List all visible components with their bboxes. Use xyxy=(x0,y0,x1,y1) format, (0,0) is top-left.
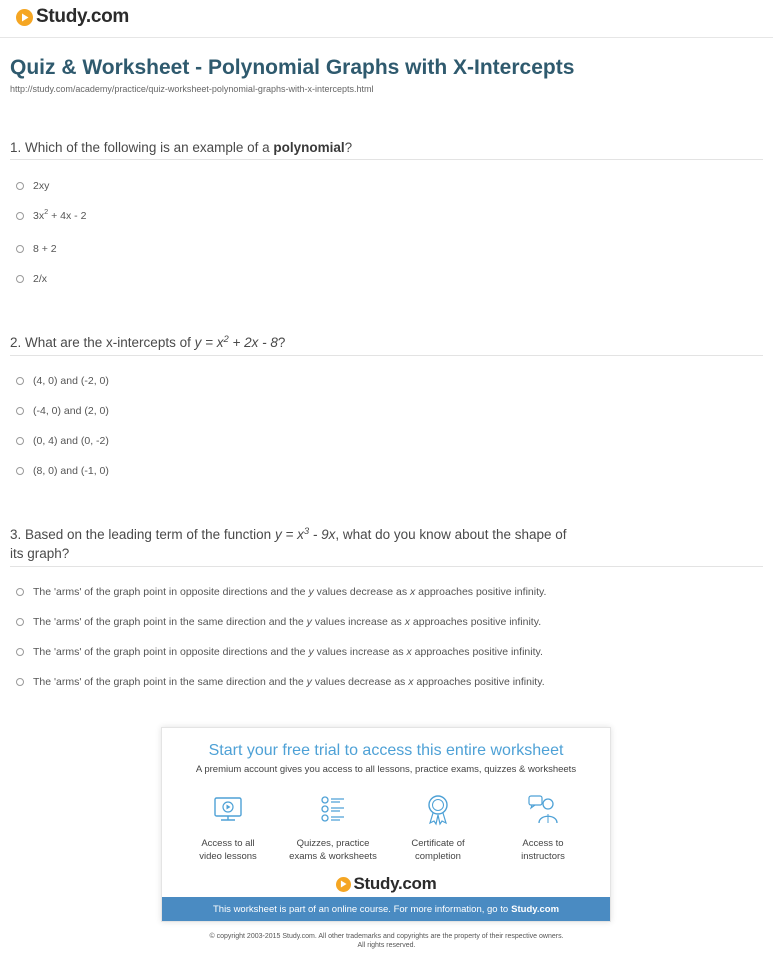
question-3-text: , what do you know about the shape of xyxy=(335,527,567,542)
option-label-part: The 'arms' of the graph point in opposite directions and the xyxy=(33,646,309,658)
q3-option-a[interactable] xyxy=(16,586,546,598)
copyright-notice xyxy=(0,932,773,950)
option-label-part: values increase as xyxy=(313,646,407,658)
option-label-part: The 'arms' of the graph point in opposite directions and the xyxy=(33,586,309,598)
promo-study-logo[interactable] xyxy=(162,874,610,894)
radio-button[interactable] xyxy=(16,212,24,220)
q2-option-c[interactable] xyxy=(16,435,109,447)
question-1-keyword: polynomial xyxy=(273,140,345,155)
feature-label-line: Quizzes, practice xyxy=(296,838,370,849)
equation-exponent: 3 xyxy=(303,526,310,537)
q1-option-d[interactable] xyxy=(16,273,47,285)
question-1-suffix: ? xyxy=(344,140,353,155)
option-label: 2/x xyxy=(33,273,48,285)
option-label: (4, 0) and (-2, 0) xyxy=(33,375,109,387)
option-label-part: + 4x - 2 xyxy=(48,210,87,222)
logo-text: Study.com xyxy=(353,874,437,893)
option-label-part: values decrease as xyxy=(311,676,409,688)
premium-promo-box xyxy=(161,727,611,922)
promo-headline[interactable]: Start your free trial to access this entire worksheet xyxy=(208,742,564,759)
feature-label-line: video lessons xyxy=(199,851,257,862)
option-label xyxy=(33,616,541,628)
study-link[interactable]: Study.com xyxy=(511,903,560,915)
header-divider xyxy=(0,37,773,38)
option-exponent: 2 xyxy=(44,207,49,216)
radio-button[interactable] xyxy=(16,678,24,686)
equation-part: y = x xyxy=(194,335,224,350)
question-1-divider xyxy=(10,159,763,160)
option-label-part: approaches positive infinity. xyxy=(413,676,545,688)
equation-part: + 2x - 8 xyxy=(228,335,278,350)
option-label-part: values increase as xyxy=(311,616,405,628)
radio-button[interactable] xyxy=(16,618,24,626)
quiz-list-icon xyxy=(316,792,350,826)
option-label: 2xy xyxy=(33,180,50,192)
instructor-icon xyxy=(526,792,560,826)
q1-option-a[interactable] xyxy=(16,180,49,192)
variable-x: x xyxy=(406,646,412,658)
feature-label xyxy=(178,837,278,863)
page-url: http://study.com/academy/practice/quiz-worksheet-polynomial-graphs-with-x-intercepts.html xyxy=(10,84,374,94)
play-icon xyxy=(16,9,33,26)
variable-x: x xyxy=(408,676,414,688)
feature-label xyxy=(493,837,593,863)
option-label xyxy=(33,207,87,222)
question-1 xyxy=(10,138,352,157)
q3-option-b[interactable] xyxy=(16,616,541,628)
question-1-text: 1. Which of the following is an example of a xyxy=(10,140,274,155)
video-lesson-icon xyxy=(211,792,245,826)
question-3 xyxy=(10,525,567,563)
option-label-part: The 'arms' of the graph point in the same direction and the xyxy=(33,676,307,688)
option-label-part: approaches positive infinity. xyxy=(411,646,543,658)
radio-button[interactable] xyxy=(16,407,24,415)
radio-button[interactable] xyxy=(16,648,24,656)
feature-label-line: Access to all xyxy=(201,838,255,849)
feature-quizzes xyxy=(283,792,383,863)
feature-video-lessons xyxy=(178,792,278,863)
variable-y: y xyxy=(306,676,312,688)
variable-x: x xyxy=(410,586,416,598)
certificate-icon xyxy=(421,792,455,826)
option-label-part: approaches positive infinity. xyxy=(415,586,547,598)
copyright-line: © copyright 2003-2015 Study.com. All other trademarks and copyrights are the property of their respective owners. xyxy=(209,933,564,940)
feature-label-line: instructors xyxy=(521,851,565,862)
page-title: Quiz & Worksheet - Polynomial Graphs with X-Intercepts xyxy=(10,56,575,79)
option-label xyxy=(33,676,545,688)
feature-instructors xyxy=(493,792,593,863)
radio-button[interactable] xyxy=(16,588,24,596)
variable-y: y xyxy=(306,616,312,628)
option-label: (-4, 0) and (2, 0) xyxy=(33,405,109,417)
play-icon xyxy=(336,877,351,892)
option-label: 8 + 2 xyxy=(33,243,57,255)
question-2-text: 2. What are the x-intercepts of xyxy=(10,335,195,350)
question-3-text: 3. Based on the leading term of the function xyxy=(10,527,275,542)
logo-text: Study.com xyxy=(36,6,130,27)
q3-option-d[interactable] xyxy=(16,676,545,688)
copyright-line: All rights reserved. xyxy=(357,942,416,949)
radio-button[interactable] xyxy=(16,437,24,445)
equation-exponent: 2 xyxy=(223,334,229,345)
option-label-part: approaches positive infinity. xyxy=(409,616,542,628)
option-label xyxy=(33,586,546,598)
radio-button[interactable] xyxy=(16,182,24,190)
radio-button[interactable] xyxy=(16,275,24,283)
option-label-part: The 'arms' of the graph point in the same direction and the xyxy=(33,616,307,628)
option-label-part: 3x xyxy=(33,210,45,222)
radio-button[interactable] xyxy=(16,467,24,475)
question-2 xyxy=(10,333,285,352)
variable-y: y xyxy=(308,646,314,658)
feature-label xyxy=(283,837,383,863)
feature-label-line: exams & worksheets xyxy=(289,851,377,862)
variable-y: y xyxy=(308,586,314,598)
q2-option-d[interactable] xyxy=(16,465,109,477)
equation-part: y = x xyxy=(274,527,304,542)
feature-label-line: completion xyxy=(415,851,461,862)
q1-option-b[interactable] xyxy=(16,207,87,222)
question-2-suffix: ? xyxy=(277,335,286,350)
feature-certificate xyxy=(388,792,488,863)
promo-subline: A premium account gives you access to all lessons, practice exams, quizzes & worksheets xyxy=(195,764,577,775)
q2-option-a[interactable] xyxy=(16,375,109,387)
q1-option-c[interactable] xyxy=(16,243,57,255)
question-2-divider xyxy=(10,355,763,356)
option-label-part: values decrease as xyxy=(313,586,410,598)
option-label xyxy=(33,646,543,658)
equation-part: - 9x xyxy=(309,527,336,542)
study-logo[interactable] xyxy=(16,6,129,28)
option-label: (8, 0) and (-1, 0) xyxy=(33,465,109,477)
promo-bar-text: This worksheet is part of an online course. For more information, go to xyxy=(212,903,509,915)
feature-label-line: Access to xyxy=(522,838,564,849)
question-3-line-1 xyxy=(10,525,567,544)
feature-label xyxy=(388,837,488,863)
feature-label-line: Certificate of xyxy=(411,838,465,849)
promo-info-bar xyxy=(162,897,610,921)
option-label: (0, 4) and (0, -2) xyxy=(33,435,109,447)
question-3-divider xyxy=(10,566,763,567)
radio-button[interactable] xyxy=(16,377,24,385)
q3-option-c[interactable] xyxy=(16,646,543,658)
q2-option-b[interactable] xyxy=(16,405,109,417)
radio-button[interactable] xyxy=(16,245,24,253)
variable-x: x xyxy=(404,616,410,628)
question-3-line-2: its graph? xyxy=(10,546,70,561)
